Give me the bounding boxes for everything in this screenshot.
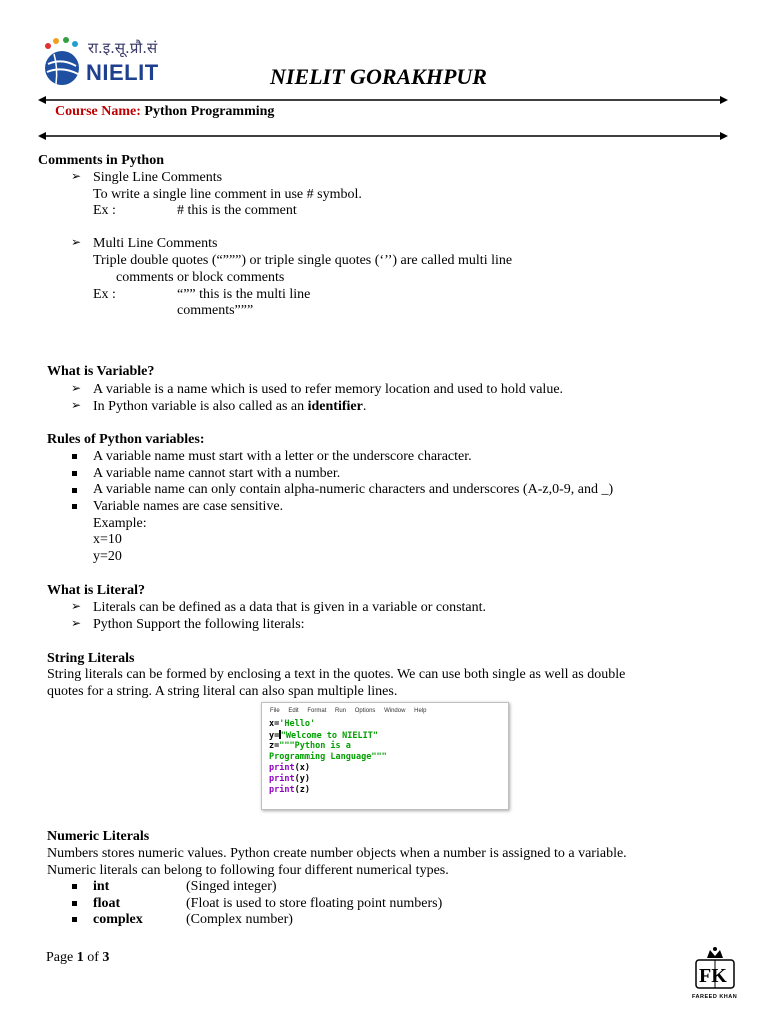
menu-format: Format bbox=[307, 708, 327, 714]
menu-run: Run bbox=[335, 708, 347, 714]
example-label: Example: bbox=[93, 516, 147, 531]
numeric-literals-para-2: Numeric literals can belong to following four different numerical types. bbox=[47, 863, 449, 878]
variable-item-1: A variable is a name which is used to refer memory location and used to hold value. bbox=[93, 382, 564, 397]
nielit-logo bbox=[40, 36, 170, 92]
square-bullet-icon bbox=[72, 884, 77, 889]
arrow-bullet-icon: ➢ bbox=[71, 616, 82, 630]
literal-item-1: Literals can be defined as a data that is given in a variable or constant. bbox=[93, 600, 487, 615]
numeric-type-desc: (Complex number) bbox=[186, 912, 293, 927]
menu-options: Options bbox=[354, 708, 376, 714]
code-args: (y) bbox=[294, 774, 310, 784]
fk-brand-logo bbox=[690, 944, 740, 1004]
numeric-type-desc: (Float is used to store floating point numbers) bbox=[186, 896, 443, 911]
page-of: of bbox=[83, 950, 103, 965]
brand-letters: FK bbox=[699, 965, 727, 987]
rules-heading: Rules of Python variables: bbox=[47, 432, 205, 447]
multi-ex-label: Ex : bbox=[93, 287, 116, 302]
literal-item-2: Python Support the following literals: bbox=[93, 617, 305, 632]
numeric-type-name: float bbox=[93, 896, 121, 911]
page-current: 1 bbox=[76, 950, 84, 965]
variable-item-2-text: In Python variable is also called as an bbox=[93, 399, 308, 414]
code-var: x= bbox=[269, 719, 280, 729]
code-line-3 bbox=[269, 741, 351, 752]
square-bullet-icon bbox=[72, 504, 77, 509]
rule-item: A variable name cannot start with a number. bbox=[93, 466, 341, 481]
brand-name: FAREED KHAN bbox=[692, 994, 738, 1000]
comments-heading: Comments in Python bbox=[38, 153, 165, 168]
arrow-bullet-icon: ➢ bbox=[71, 169, 82, 183]
code-var: z= bbox=[269, 741, 280, 751]
arrow-bullet-icon: ➢ bbox=[71, 381, 82, 395]
single-line-title: Single Line Comments bbox=[93, 170, 223, 185]
code-string: """Python is a bbox=[279, 741, 351, 751]
string-literals-para-1: String literals can be formed by enclosing a text in the quotes. We can use both single as well as double bbox=[47, 667, 626, 682]
string-literals-heading: String Literals bbox=[47, 651, 135, 666]
square-bullet-icon bbox=[72, 454, 77, 459]
multi-ex-line1: “”” this is the multi line bbox=[177, 287, 311, 302]
multi-ex-line2: comments””” bbox=[177, 303, 254, 318]
divider-arrow-bottom bbox=[38, 131, 728, 141]
page-total: 3 bbox=[102, 950, 110, 965]
numeric-type-name: int bbox=[93, 879, 110, 894]
arrow-bullet-icon: ➢ bbox=[71, 398, 82, 412]
numeric-type-desc: (Singed integer) bbox=[186, 879, 277, 894]
code-line-4 bbox=[269, 752, 387, 763]
page-title: NIELIT GORAKHPUR bbox=[270, 64, 487, 89]
logo-hindi-text: रा.इ.सू.प्रौ.सं bbox=[88, 39, 158, 57]
course-label: Course Name: bbox=[55, 104, 141, 119]
menu-edit: Edit bbox=[288, 708, 299, 714]
square-bullet-icon bbox=[72, 901, 77, 906]
menu-window: Window bbox=[384, 708, 406, 714]
numeric-type-name: complex bbox=[93, 912, 143, 927]
arrow-bullet-icon: ➢ bbox=[71, 235, 82, 249]
logo-text: NIELIT bbox=[86, 60, 159, 85]
rule-item: Variable names are case sensitive. bbox=[93, 499, 284, 514]
variable-heading: What is Variable? bbox=[47, 364, 155, 379]
example-line-2: y=20 bbox=[93, 549, 122, 564]
multi-line-title: Multi Line Comments bbox=[93, 236, 218, 251]
code-args: (z) bbox=[294, 785, 310, 795]
page-label: Page bbox=[46, 950, 77, 965]
crown-monogram-icon bbox=[690, 944, 740, 994]
code-line-6 bbox=[269, 774, 310, 785]
single-ex-code: # this is the comment bbox=[177, 203, 297, 218]
square-bullet-icon bbox=[72, 471, 77, 476]
code-builtin: print bbox=[269, 763, 295, 773]
code-line-7 bbox=[269, 785, 310, 796]
globe-icon bbox=[40, 36, 86, 90]
code-line-1 bbox=[269, 719, 315, 730]
variable-item-2-end: . bbox=[362, 399, 367, 414]
identifier-term: identifier bbox=[307, 399, 363, 414]
rule-item: A variable name must start with a letter or the underscore character. bbox=[93, 449, 472, 464]
code-editor-screenshot bbox=[261, 702, 509, 810]
code-builtin: print bbox=[269, 785, 295, 795]
literal-heading: What is Literal? bbox=[47, 583, 145, 598]
arrow-bullet-icon: ➢ bbox=[71, 599, 82, 613]
square-bullet-icon bbox=[72, 488, 77, 493]
menu-file: File bbox=[270, 708, 280, 714]
variable-item-2 bbox=[93, 399, 366, 416]
rule-item: A variable name can only contain alpha-numeric characters and underscores (A-z,0-9, and _) bbox=[93, 482, 614, 497]
code-string: 'Hello' bbox=[279, 719, 316, 729]
code-string: "Welcome to NIELIT" bbox=[280, 731, 378, 741]
menu-help: Help bbox=[414, 708, 427, 714]
page-number bbox=[46, 950, 109, 967]
string-literals-para-2: quotes for a string. A string literal can also span multiple lines. bbox=[47, 684, 398, 699]
editor-menu-bar bbox=[270, 708, 433, 714]
code-builtin: print bbox=[269, 774, 295, 784]
code-var: y= bbox=[269, 731, 280, 741]
square-bullet-icon bbox=[72, 917, 77, 922]
code-string: Programming Language""" bbox=[269, 752, 387, 762]
code-args: (x) bbox=[294, 763, 310, 773]
numeric-literals-para-1: Numbers stores numeric values. Python create number objects when a number is assigned to a variable. bbox=[47, 846, 627, 861]
multi-line-desc: Triple double quotes (“”””) or triple single quotes (‘’’) are called multi line bbox=[93, 253, 513, 268]
course-line bbox=[55, 104, 274, 121]
single-line-desc: To write a single line comment in use # symbol. bbox=[93, 187, 362, 202]
example-line-1: x=10 bbox=[93, 532, 122, 547]
code-line-5 bbox=[269, 763, 310, 774]
multi-line-desc-cont: comments or block comments bbox=[116, 270, 285, 285]
course-name: Python Programming bbox=[144, 104, 275, 119]
numeric-literals-heading: Numeric Literals bbox=[47, 829, 150, 844]
single-ex-label: Ex : bbox=[93, 203, 116, 218]
